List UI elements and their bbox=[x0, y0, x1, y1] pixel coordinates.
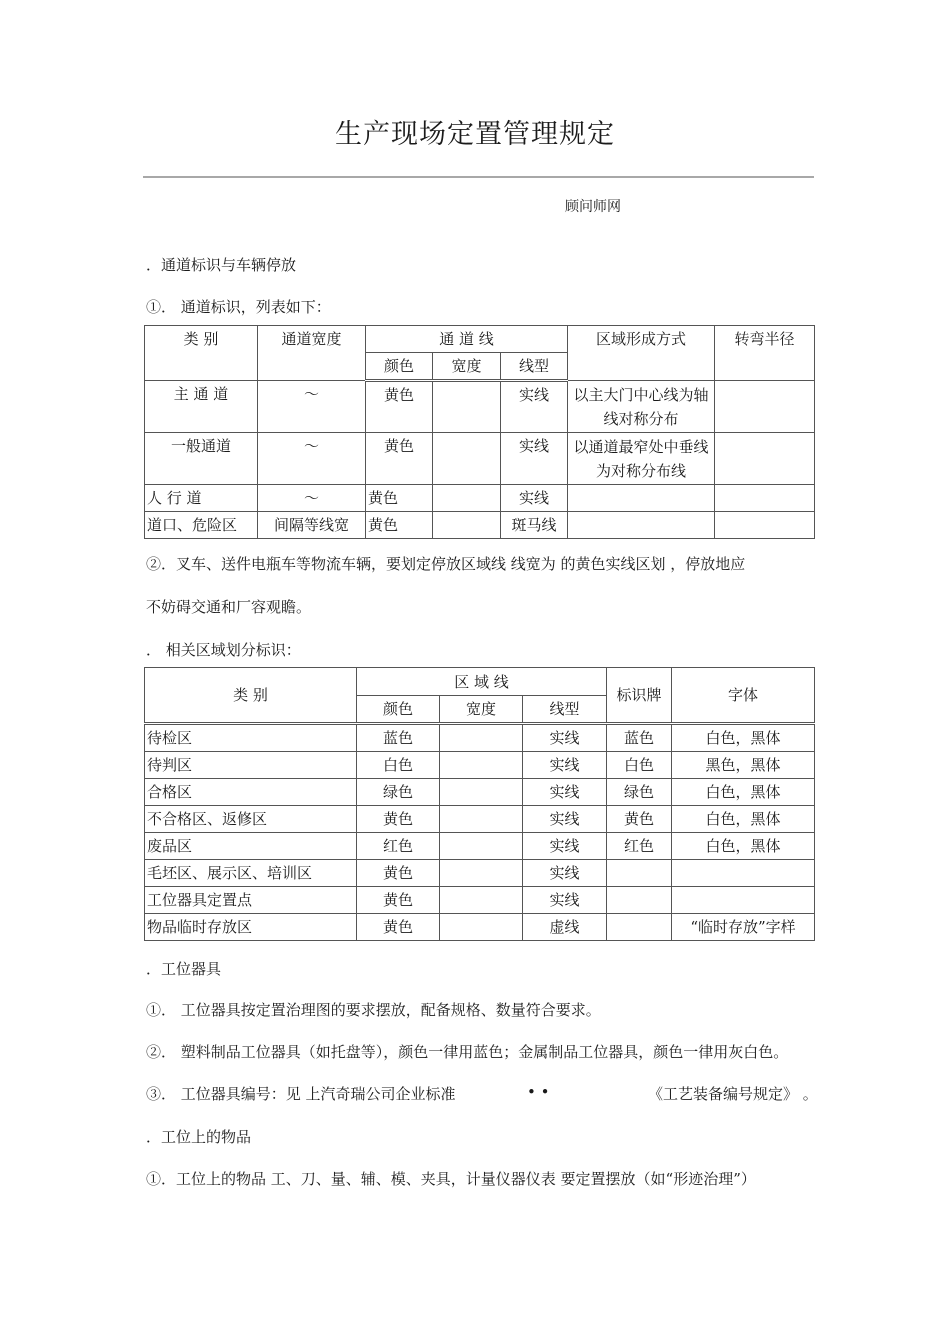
table-cell bbox=[715, 512, 815, 539]
table-cell bbox=[440, 914, 523, 941]
section-3-item-1: ①． 工位器具按定置治理图的要求摆放，配备规格、数量符合要求。 bbox=[146, 1001, 601, 1019]
table-row bbox=[145, 779, 815, 806]
section-4-heading: ．工位上的物品 bbox=[146, 1128, 252, 1146]
table-cell: 实线 bbox=[523, 806, 607, 833]
table-cell: 待检区 bbox=[145, 724, 357, 752]
table-cell bbox=[440, 724, 523, 752]
table-cell: 实线 bbox=[523, 779, 607, 806]
zone-marking-table bbox=[144, 667, 815, 941]
table-cell: 黄色 bbox=[607, 806, 672, 833]
section-2-heading: ． 相关区域划分标识： bbox=[146, 641, 301, 659]
table-cell: 道口、危险区 bbox=[145, 512, 258, 539]
table-cell: 蓝色 bbox=[357, 724, 440, 752]
table-cell bbox=[672, 860, 815, 887]
section-1-heading: ．通道标识与车辆停放 bbox=[146, 256, 297, 274]
section-1-item-1: ①． 通道标识，列表如下： bbox=[146, 298, 331, 316]
section-3-item-3-bullets: • • bbox=[527, 1083, 550, 1101]
table-cell bbox=[440, 779, 523, 806]
table-row bbox=[145, 914, 815, 941]
table-cell bbox=[433, 485, 501, 512]
table-cell: 间隔等线宽 bbox=[258, 512, 366, 539]
table-cell: 白色 bbox=[357, 752, 440, 779]
table-cell bbox=[672, 887, 815, 914]
table-cell: 待判区 bbox=[145, 752, 357, 779]
table-cell: 黄色 bbox=[366, 381, 433, 433]
table-cell: ～ bbox=[258, 381, 366, 433]
table-cell: 黄色 bbox=[366, 433, 433, 485]
table-cell: 物品临时存放区 bbox=[145, 914, 357, 941]
source-label: 顾问师网 bbox=[565, 199, 621, 215]
t2-header-font: 字体 bbox=[672, 668, 815, 724]
table-cell bbox=[715, 485, 815, 512]
table-cell: 白色 bbox=[607, 752, 672, 779]
section-3-heading: ．工位器具 bbox=[146, 960, 222, 978]
table-row bbox=[145, 485, 815, 512]
table-row bbox=[145, 833, 815, 860]
section-4-item-1: ①．工位上的物品 工、刀、量、辅、模、夹具，计量仪器仪表 要定置摆放（如“形迹治理”） bbox=[146, 1170, 756, 1188]
t1-header-line-type: 线型 bbox=[501, 353, 568, 381]
table-cell: 实线 bbox=[501, 485, 568, 512]
table-cell: 白色，黑体 bbox=[672, 806, 815, 833]
table-cell: “临时存放”字样 bbox=[672, 914, 815, 941]
table-cell: 一般通道 bbox=[145, 433, 258, 485]
table-cell bbox=[715, 381, 815, 433]
table-row bbox=[145, 887, 815, 914]
t1-header-line: 通 道 线 bbox=[366, 326, 568, 353]
table-cell: 实线 bbox=[523, 860, 607, 887]
table-cell: 斑马线 bbox=[501, 512, 568, 539]
table-cell: 蓝色 bbox=[607, 724, 672, 752]
t2-header-color: 颜色 bbox=[357, 696, 440, 724]
table-cell: 实线 bbox=[523, 752, 607, 779]
t1-header-radius: 转弯半径 bbox=[715, 326, 815, 381]
table-cell: 主 通 道 bbox=[145, 381, 258, 433]
table-cell: 实线 bbox=[501, 433, 568, 485]
section-3-item-3-standard: 《工艺装备编号规定》 。 bbox=[648, 1085, 818, 1103]
t1-header-category: 类 别 bbox=[145, 326, 258, 381]
table-cell bbox=[440, 860, 523, 887]
table-cell bbox=[568, 485, 715, 512]
table-cell: 红色 bbox=[357, 833, 440, 860]
t2-header-line-width: 宽度 bbox=[440, 696, 523, 724]
table-row bbox=[145, 433, 815, 485]
t1-header-width: 通道宽度 bbox=[258, 326, 366, 381]
table-cell bbox=[440, 887, 523, 914]
table-row bbox=[145, 860, 815, 887]
table-cell: ～ bbox=[258, 433, 366, 485]
table-cell: 人 行 道 bbox=[145, 485, 258, 512]
table-cell bbox=[607, 914, 672, 941]
t2-header-zone-line: 区 域 线 bbox=[357, 668, 607, 696]
table-cell bbox=[440, 752, 523, 779]
table-cell: ～ bbox=[258, 485, 366, 512]
table-row bbox=[145, 512, 815, 539]
table-cell: 实线 bbox=[501, 381, 568, 433]
t2-header-category: 类 别 bbox=[145, 668, 357, 724]
table-cell: 绿色 bbox=[357, 779, 440, 806]
table-cell: 黄色 bbox=[357, 860, 440, 887]
table-cell: 实线 bbox=[523, 724, 607, 752]
table-cell: 虚线 bbox=[523, 914, 607, 941]
table-cell: 白色，黑体 bbox=[672, 724, 815, 752]
t2-header-sign: 标识牌 bbox=[607, 668, 672, 724]
aisle-marking-table bbox=[144, 325, 815, 539]
page-title: 生产现场定置管理规定 bbox=[335, 119, 615, 150]
section-1-item-2-line-2: 不妨碍交通和厂容观瞻。 bbox=[146, 598, 312, 616]
table-cell: 毛坯区、展示区、培训区 bbox=[145, 860, 357, 887]
table-cell bbox=[607, 887, 672, 914]
table-cell bbox=[568, 512, 715, 539]
table-cell: 黑色，黑体 bbox=[672, 752, 815, 779]
table-row bbox=[145, 752, 815, 779]
table-row bbox=[145, 381, 815, 433]
table-cell bbox=[433, 381, 501, 433]
t1-header-line-width: 宽度 bbox=[433, 353, 501, 381]
table-cell: 合格区 bbox=[145, 779, 357, 806]
section-3-item-3: ③． 工位器具编号：见 上汽奇瑞公司企业标准 bbox=[146, 1085, 456, 1103]
table-cell: 工位器具定置点 bbox=[145, 887, 357, 914]
table-cell bbox=[440, 806, 523, 833]
table-cell bbox=[607, 860, 672, 887]
t1-header-formation: 区域形成方式 bbox=[568, 326, 715, 381]
table-cell bbox=[433, 512, 501, 539]
table-cell: 黄色 bbox=[357, 914, 440, 941]
table-cell: 黄色 bbox=[357, 887, 440, 914]
table-cell: 废品区 bbox=[145, 833, 357, 860]
table-cell: 不合格区、返修区 bbox=[145, 806, 357, 833]
section-3-item-2: ②． 塑料制品工位器具（如托盘等），颜色一律用蓝色；金属制品工位器具，颜色一律用灰白色。 bbox=[146, 1043, 789, 1061]
table-cell bbox=[433, 433, 501, 485]
table-row bbox=[145, 806, 815, 833]
title-divider bbox=[143, 176, 814, 178]
t2-header-line-type: 线型 bbox=[523, 696, 607, 724]
table-cell: 黄色 bbox=[366, 485, 433, 512]
table-cell: 绿色 bbox=[607, 779, 672, 806]
section-1-item-2-line-1: ②．叉车、送件电瓶车等物流车辆，要划定停放区域线 线宽为 的黄色实线区划 ，停放地应 bbox=[146, 555, 746, 573]
table-cell: 白色，黑体 bbox=[672, 833, 815, 860]
table-cell bbox=[440, 833, 523, 860]
table-cell: 实线 bbox=[523, 887, 607, 914]
table-cell bbox=[715, 433, 815, 485]
table-cell: 黄色 bbox=[366, 512, 433, 539]
table-row bbox=[145, 724, 815, 752]
table-cell: 实线 bbox=[523, 833, 607, 860]
table-cell: 以主大门中心线为轴线对称分布 bbox=[568, 381, 715, 433]
table-cell: 白色，黑体 bbox=[672, 779, 815, 806]
table-cell: 以通道最窄处中垂线为对称分布线 bbox=[568, 433, 715, 485]
table-cell: 红色 bbox=[607, 833, 672, 860]
table-cell: 黄色 bbox=[357, 806, 440, 833]
t1-header-color: 颜色 bbox=[366, 353, 433, 381]
